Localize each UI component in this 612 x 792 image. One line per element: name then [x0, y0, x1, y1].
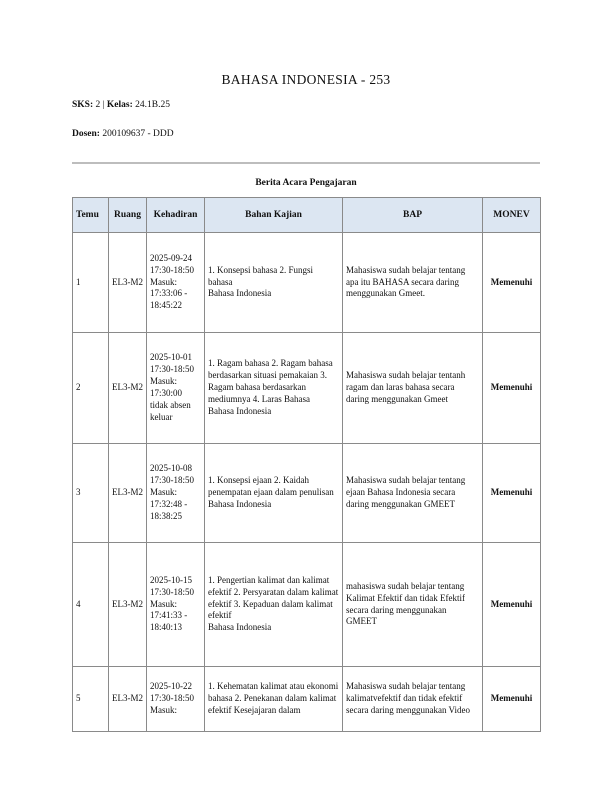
cell-bap: mahasiswa sudah belajar tentang Kalimat Efektif dan tidak Efektif secara daring menggunakan GMEET [343, 543, 483, 667]
cell-ruang: EL3-M2 [109, 667, 147, 732]
col-header-kehadiran: Kehadiran [147, 198, 205, 233]
cell-temu: 1 [73, 233, 109, 333]
cell-ruang: EL3-M2 [109, 543, 147, 667]
cell-bahan-kajian [205, 667, 343, 732]
bahan-kajian-course: Bahasa Indonesia [208, 288, 272, 299]
table-header-row [73, 198, 541, 233]
sks-kelas-line [72, 100, 170, 110]
cell-bap: Mahasiswa sudah belajar tentang apa itu BAHASA secara daring menggunakan Gmeet. [343, 233, 483, 333]
col-header-monev: MONEV [483, 198, 541, 233]
cell-bap: Mahasiswa sudah belajar tentang kalimatvefektif dan tidak efektif secara daring menggunakan Video [343, 667, 483, 732]
bahan-kajian-course: Bahasa Indonesia [208, 405, 272, 416]
dosen-value: 200109637 - DDD [99, 129, 174, 139]
cell-ruang: EL3-M2 [109, 444, 147, 543]
berita-acara-table [72, 197, 541, 732]
cell-ruang: EL3-M2 [109, 233, 147, 333]
cell-bahan-kajian [205, 543, 343, 667]
cell-bahan-kajian [205, 444, 343, 543]
cell-kehadiran: 2025-10-01 17:30-18:50 Masuk: 17:30:00 tidak absen keluar [147, 333, 205, 444]
cell-monev: Memenuhi [483, 543, 541, 667]
table-row [73, 543, 541, 667]
col-header-bahan-kajian: Bahan Kajian [205, 198, 343, 233]
col-header-ruang: Ruang [109, 198, 147, 233]
cell-bap: Mahasiswa sudah belajar tentang ejaan Bahasa Indonesia secara daring menggunakan GMEET [343, 444, 483, 543]
dosen-label: Dosen: [72, 129, 100, 139]
cell-bahan-kajian [205, 333, 343, 444]
cell-monev: Memenuhi [483, 233, 541, 333]
cell-monev: Memenuhi [483, 444, 541, 543]
bahan-kajian-text: 1. Konsepsi ejaan 2. Kaidah penempatan ejaan dalam penulisan [208, 475, 334, 498]
page-title: BAHASA INDONESIA - 253 [221, 72, 391, 87]
sks-value: 2 | [93, 100, 107, 110]
cell-bahan-kajian [205, 233, 343, 333]
bahan-kajian-course: Bahasa Indonesia [208, 498, 272, 509]
table-row [73, 233, 541, 333]
bahan-kajian-text: 1. Konsepsi bahasa 2. Fungsi bahasa [208, 264, 313, 287]
kelas-label: Kelas: [106, 100, 133, 110]
cell-temu: 2 [73, 333, 109, 444]
cell-bap: Mahasiswa sudah belajar tentanh ragam dan laras bahasa secara daring menggunakan Gmeet [343, 333, 483, 444]
cell-temu: 4 [73, 543, 109, 667]
cell-kehadiran: 2025-10-08 17:30-18:50 Masuk: 17:32:48 - 18:38:25 [147, 444, 205, 543]
cell-ruang: EL3-M2 [109, 333, 147, 444]
table-row [73, 444, 541, 543]
bahan-kajian-text: 1. Pengertian kalimat dan kalimat efektif 2. Persyaratan dalam kalimat efektif 3. Kepaduan dalam kalimat efektif [208, 574, 339, 621]
sks-label: SKS: [72, 100, 94, 110]
col-header-bap: BAP [343, 198, 483, 233]
cell-monev: Memenuhi [483, 333, 541, 444]
dosen-line [72, 129, 174, 139]
cell-temu: 5 [73, 667, 109, 732]
section-divider [72, 162, 540, 164]
table-row [73, 333, 541, 444]
bahan-kajian-text: 1. Kehematan kalimat atau ekonomi bahasa 2. Penekanan dalam kalimat efektif Kesejajaran dalam [208, 681, 339, 715]
cell-kehadiran: 2025-09-24 17:30-18:50 Masuk: 17:33:06 - 18:45:22 [147, 233, 205, 333]
cell-temu: 3 [73, 444, 109, 543]
bahan-kajian-course: Bahasa Indonesia [208, 622, 272, 633]
col-header-temu: Temu [73, 198, 109, 233]
table-row [73, 667, 541, 732]
cell-kehadiran: 2025-10-15 17:30-18:50 Masuk: 17:41:33 - 18:40:13 [147, 543, 205, 667]
kelas-value: 24.1B.25 [132, 100, 170, 110]
table-caption: Berita Acara Pengajaran [255, 178, 357, 188]
bahan-kajian-text: 1. Ragam bahasa 2. Ragam bahasa berdasarkan situasi pemakaian 3. Ragam bahasa berdasarkan mediumnya 4. Laras Bahasa [208, 358, 333, 404]
cell-kehadiran: 2025-10-22 17:30-18:50 Masuk: [147, 667, 205, 732]
cell-monev: Memenuhi [483, 667, 541, 732]
